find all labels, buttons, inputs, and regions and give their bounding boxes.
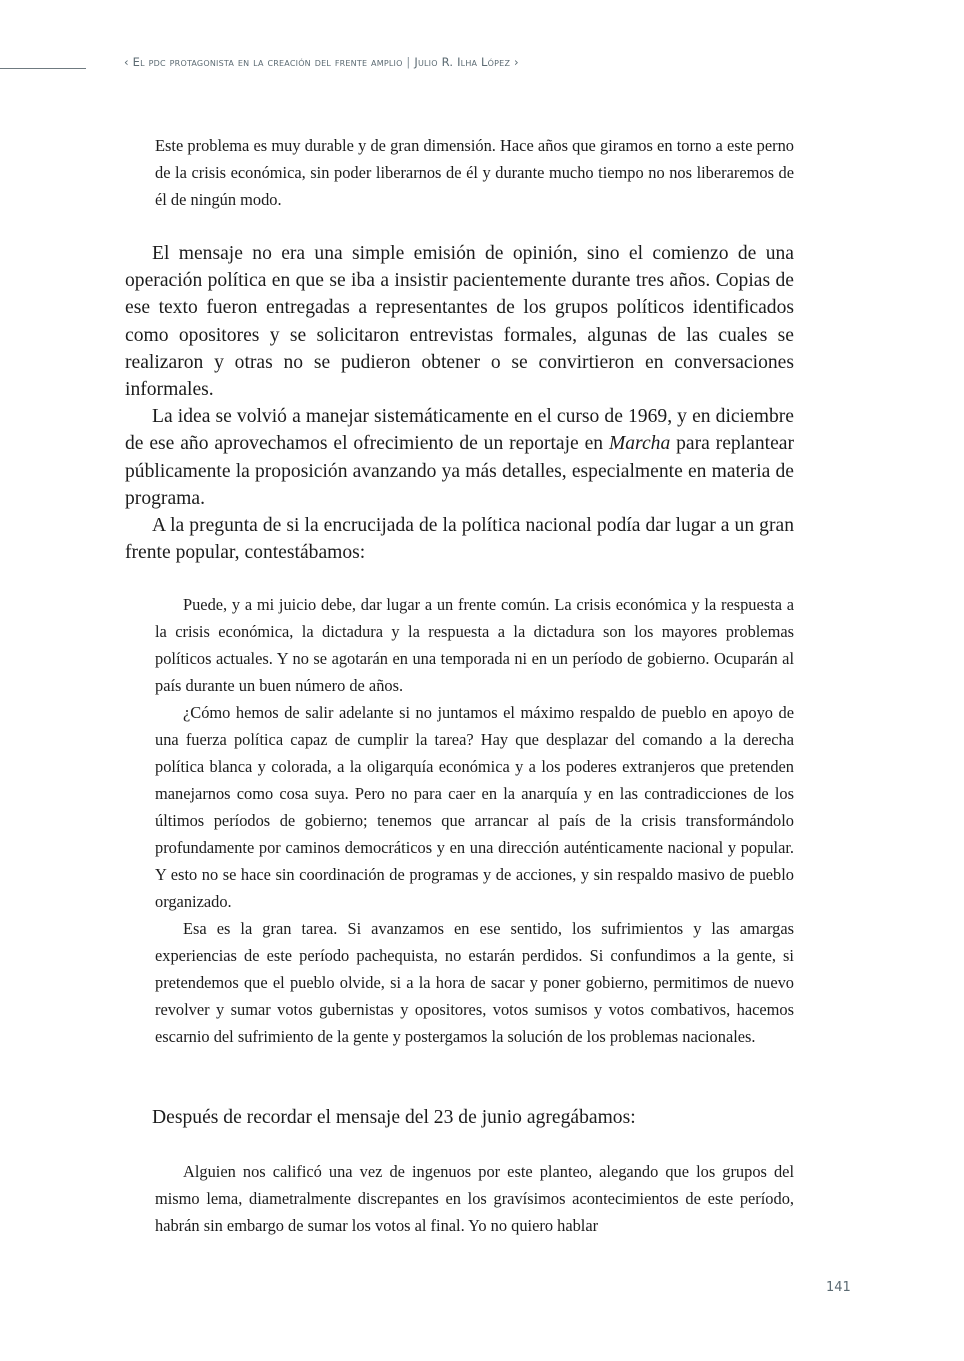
quote-paragraph: Puede, y a mi juicio debe, dar lugar a un frente común. La crisis económica y la respuesta a la crisis económica, la dictadura y la respuesta a la dictadura son los mayores problemas políticos actuales. Y no se agotarán en una temporada ni en un período de gobierno. Ocuparán al país durante un buen número de años. xyxy=(155,595,794,695)
block-quote-1 xyxy=(155,132,794,213)
block-quote-3 xyxy=(155,1158,794,1239)
body-paragraph: El mensaje no era una simple emisión de opinión, sino el comienzo de una operación política en que se iba a insistir pacientemente durante tres años. Copias de ese texto fueron entregadas a representantes de los grupos políticos identificados como opositores y se solicitaron entrevistas formales, algunas de las cuales se realizaron y otras no se pudieron obtener o se convirtieron en conversaciones informales. xyxy=(125,243,794,401)
quote-paragraph: Este problema es muy durable y de gran dimensión. Hace años que giramos en torno a este perno de la crisis económica, sin poder liberarnos de él y durante mucho tiempo no nos liberaremos de él de ningún modo. xyxy=(155,136,794,209)
body-text-run: para replantear públicamente la proposición avanzando ya más detalles, especialmente en materia de programa. xyxy=(125,433,794,509)
block-quote-2 xyxy=(155,591,794,1050)
body-section xyxy=(125,240,794,566)
quote-paragraph: Esa es la gran tarea. Si avanzamos en ese sentido, los sufrimientos y las amargas experiencias de este período pachequista, no estarán perdidos. Si confundimos a la gente, si pretendemos que el pueblo olvide, si a la hora de sacar y poner gobierno, permitimos de nuevo revolver y sumar votos gubernistas y opositores, votos sumisos y votos combativos, hacemos escarnio del sufrimiento de la gente y postergamos la solución de los problemas nacionales. xyxy=(155,919,794,1046)
running-head-author: Julio R. Ilha López › xyxy=(414,55,519,69)
body-text-run: La idea se volvió a manejar sistemáticamente en el curso de 1969, y en diciembre de ese año aprovechamos el ofrecimiento de un reportaje en xyxy=(125,406,794,455)
body-paragraph: A la pregunta de si la encrucijada de la política nacional podía dar lugar a un gran frente popular, contestábamos: xyxy=(125,515,794,564)
quote-paragraph: Alguien nos calificó una vez de ingenuos por este planteo, alegando que los grupos del mismo lema, diametralmente discrepantes en los gravísimos acontecimientos de este período, habrán sin embargo de sumar los votos al final. Yo no quiero hablar xyxy=(155,1162,794,1235)
running-head-separator: | xyxy=(406,55,411,69)
body-line: Después de recordar el mensaje del 23 de junio agregábamos: xyxy=(152,1107,636,1128)
quote-paragraph: ¿Cómo hemos de salir adelante si no juntamos el máximo respaldo de pueblo en apoyo de una fuerza política capaz de cumplir la tarea? Hay que desplazar del comando a la derecha política blanca y colorada, a la oligarquía económica y a los poderes extranjeros que pretenden manejarnos como cosa suya. Pero no para caer en la anarquía y en las contradicciones de los últimos períodos de gobierno; tenemos que arrancar al país de la crisis transformándolo profundamente por caminos democráticos y en una dirección auténticamente nacional y popular. Y esto no se hace sin coordinación de programas y de acciones, y sin respaldo masivo de pueblo organizado. xyxy=(155,703,794,911)
page-number: 141 xyxy=(826,1280,851,1295)
running-head xyxy=(124,55,519,69)
header-rule xyxy=(0,68,86,69)
publication-title: Marcha xyxy=(608,433,671,455)
running-head-title: ‹ El pdc protagonista en la creación del frente amplio xyxy=(124,55,403,69)
body-paragraph xyxy=(125,403,794,512)
